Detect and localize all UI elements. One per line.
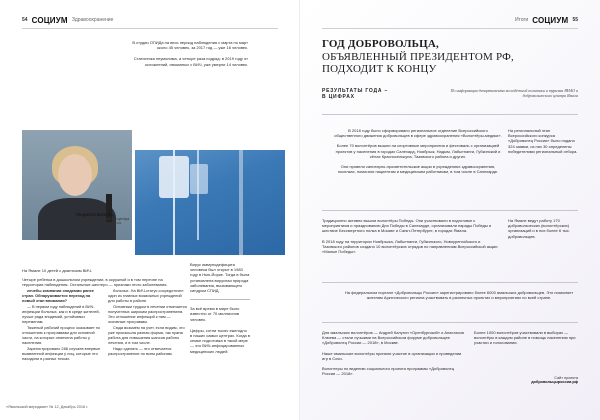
portrait-face-shape: [58, 154, 92, 196]
right-running-header: [515, 14, 578, 26]
left-page-number: 54: [22, 17, 28, 23]
iv-tube-shape-2: [197, 150, 199, 240]
block-1-para-3: Они провели санитарно-просветительские акции в учреждениях здравоохранения, поселках, помогали пациентам и медицинским работникам, в том числе в Салехарде.: [337, 164, 499, 175]
left-sidebar-notes: [190, 262, 250, 360]
headline-line-1: ГОД ДОБРОВОЛЬЦА,: [322, 38, 439, 50]
block-4-para-1: Для ямальских волонтёров — Андрей Калугин «Оренбургский» и Анастасия Клюева — стали лучшими на Всероссийском форуме добровольцев «Доброволец России — 2018», в Москве.: [322, 330, 464, 346]
result-block-4-side: [474, 330, 578, 351]
left-article-columns: [22, 288, 188, 362]
right-section-name: Итоги: [514, 17, 529, 23]
caption-role: главный врач окружного центра профилактики и борьбы со СПИДом: [76, 217, 130, 230]
result-block-1: [334, 128, 502, 179]
headline-line-2: ОБЪЯВЛЕННЫЙ ПРЕЗИДЕНТОМ РФ,: [322, 50, 514, 63]
source-note: По информации департамента молодёжной политики и туризма ЯНАО и добровольческого центра Ямала: [450, 88, 578, 98]
result-block-4: [322, 330, 468, 381]
block-2-para-2: В 2018 году на территории Ноябрьска, Лабытнанги, Губкинского, Новоуренгойского и Тазовского районов создано 10 волонтёрских отрядов по направлениям Всероссийской акции «Малые Победы».: [322, 238, 498, 255]
column-1-para-2: — В первом году наблюдений в ВИЧ-инфекции больных, как и в среде жителей, лучше ряда эпидемий, устойчивых переменам.: [22, 304, 100, 324]
column-2-para-3: Сюда возьмем на учет, если видим, что уже произошла разная форма, так нужна работа для повышения шансов работы лечения, и в том числе.: [108, 325, 185, 345]
left-magazine-logo: СОЦИУМ: [31, 15, 68, 25]
block-1-para-1: В 2018 году было сформировано региональное отделение Всероссийского общественного движения добровольцев в сфере здравоохранения «Волонтёры-медики».: [334, 128, 502, 139]
block-3-text: На федеральном портале «Добровольцы России» зарегистрировано более 6000 ямальских добровольцев. Это позволяет жителям Арктического региона участвовать в различных проектах и мероприятиях по всей стране.: [344, 290, 574, 301]
left-stat-1: В студии ОПИДа на весь период наблюдения с марта по март около 45 человек, за 2017 год — уже 16 человек.: [132, 40, 248, 51]
article-title: [322, 38, 578, 76]
article-column-1: [22, 288, 102, 362]
block-1-para-2: Более 70 волонтёров вышли на спортивные мероприятия и фестиваль с организацией проектов у населения в городах Салехард, Ноябрьск, Надым, Лабытнанги, Губкинский и сёлах Красноселькупа, Тазовского района и других.: [335, 143, 501, 159]
signature-site: добровольцыроссии.рф: [531, 380, 578, 384]
left-footer: «Ямальский меридиан» № 12, Декабрь 2018 г.: [6, 405, 89, 409]
block-1-side-text: На региональный этап Всероссийского конкурса «Доброволец России» было подано 324 заявки, из них 30 определены победителями региональный отбора.: [508, 128, 578, 154]
results-label: [322, 88, 388, 100]
left-running-header: [22, 14, 113, 26]
left-section-name: Здравоохранение: [71, 17, 114, 23]
column-1-para-1: лечебы компании эпидемии ранее стран. Обнаруживается переход на новый этап внимания?: [22, 288, 94, 303]
side-divider: [190, 299, 250, 300]
caption-name: Людмила Волова,: [76, 212, 114, 217]
block-4-para-3: Волонтеры по ведению социального проекта программы «Доброволец России — 2018».: [322, 366, 455, 377]
iv-stand-shape: [239, 150, 243, 255]
headline-line-3: ПОДХОДИТ К КОНЦУ: [322, 63, 437, 75]
column-2-para-1: больных. На ВИЧ-статус сосредоточен один из главных возможных учреждений для работы в районе.: [108, 288, 184, 303]
column-1-para-4: Зарегистрировано 288 случаев впервые выявленной инфекции у лиц, которые это находили в разных точках.: [22, 346, 101, 361]
side-note-1: Вирус иммунодефицита человека был открыт в 1983 году в Нью-Йорке. Тогда в была установлена вирусная природа заболевания, вызывающего синдром СПИД.: [190, 262, 250, 294]
result-block-1-side: [508, 128, 578, 159]
left-mid-line-1: На Ямале 10 детей с диагнозом ВИЧ.: [22, 268, 93, 273]
right-header-rule: [322, 28, 578, 29]
left-mid-line-2: Четыре ребенка в дошкольном учреждении, в окружной и в том перечне на территории наблюдения. Остальные шестеро — признаки этого заболевания.: [22, 277, 168, 288]
side-note-3: Цифры, сотни тысяч ежегодно в наших самых центрах. Когда в семье подготовка в такой мере — это ВИЧ-инфицированных медицинских людей.: [190, 327, 250, 354]
block-divider-3: [322, 322, 578, 323]
project-signature: [531, 376, 578, 384]
left-stats-column: [130, 40, 248, 73]
right-page-number: 55: [572, 17, 578, 23]
left-stat-2: Статистика неумолима, а четыре раза подряд: в 2019 году от осложнений, связанных с ВИЧ, уже умерли 14 человек.: [133, 56, 248, 67]
result-block-2: [322, 218, 498, 259]
block-divider-2: [322, 282, 578, 283]
results-label-line-2: В ЦИФРАХ: [322, 94, 355, 100]
iv-tube-shape: [173, 150, 175, 255]
right-magazine-logo: СОЦИУМ: [532, 15, 569, 25]
block-4-para-2: Наше ямальские волонтёры приняли участие в организации и проведении игр в Сочи.: [322, 350, 462, 361]
column-1-para-3: Тяжелый рабочий процесс оказывает по отношению к программам для основной части, на которые отмечена работы у населения.: [22, 325, 101, 345]
results-divider: [322, 114, 578, 115]
block-4-side-text: Более 1000 волонтёров участвовали в выборах — волонтёры в каждом районе в помощь населению при участии и голосовании.: [474, 330, 576, 346]
article-column-2: [108, 288, 188, 362]
iv-bag-shape-2: [190, 164, 208, 194]
iv-drip-photo: [135, 150, 285, 255]
block-2-para-1: Традиционно активно вышли волонтёры Победы. Они участвовали в подготовке к мероприятиям и празднованию Дня Победы в Салехарде, организовали парады Победы и шествие Бессмертного полка в Москве и Санкт-Петербурге, в городах Ямала.: [322, 218, 492, 234]
column-2-para-4: Надо сделать — это отмечается распространение по всем районам.: [108, 346, 173, 356]
left-header-rule: [22, 28, 278, 29]
result-block-2-side: [508, 218, 578, 244]
results-subheader: [322, 88, 578, 100]
article-headline: [322, 38, 578, 76]
column-2-para-2: Основным трудом в лечении отмечается полученных широким распространением. Это отношение инфекций к ним — основные программы.: [108, 304, 187, 324]
result-block-3: [340, 290, 578, 305]
signature-label: Сайт проекта: [554, 376, 578, 380]
results-label-line-1: РЕЗУЛЬТАТЫ ГОДА –: [322, 88, 389, 94]
block-divider-1: [322, 210, 578, 211]
side-note-2: За всё время в мире было известно от 70 миллионов человек.: [190, 306, 240, 322]
portrait-caption: [76, 212, 132, 230]
block-2-side-text: На Ямале ведут работу 170 добровольческих (волонтёрских) организаций и в них более 6 тыс. добровольцев.: [508, 218, 571, 239]
